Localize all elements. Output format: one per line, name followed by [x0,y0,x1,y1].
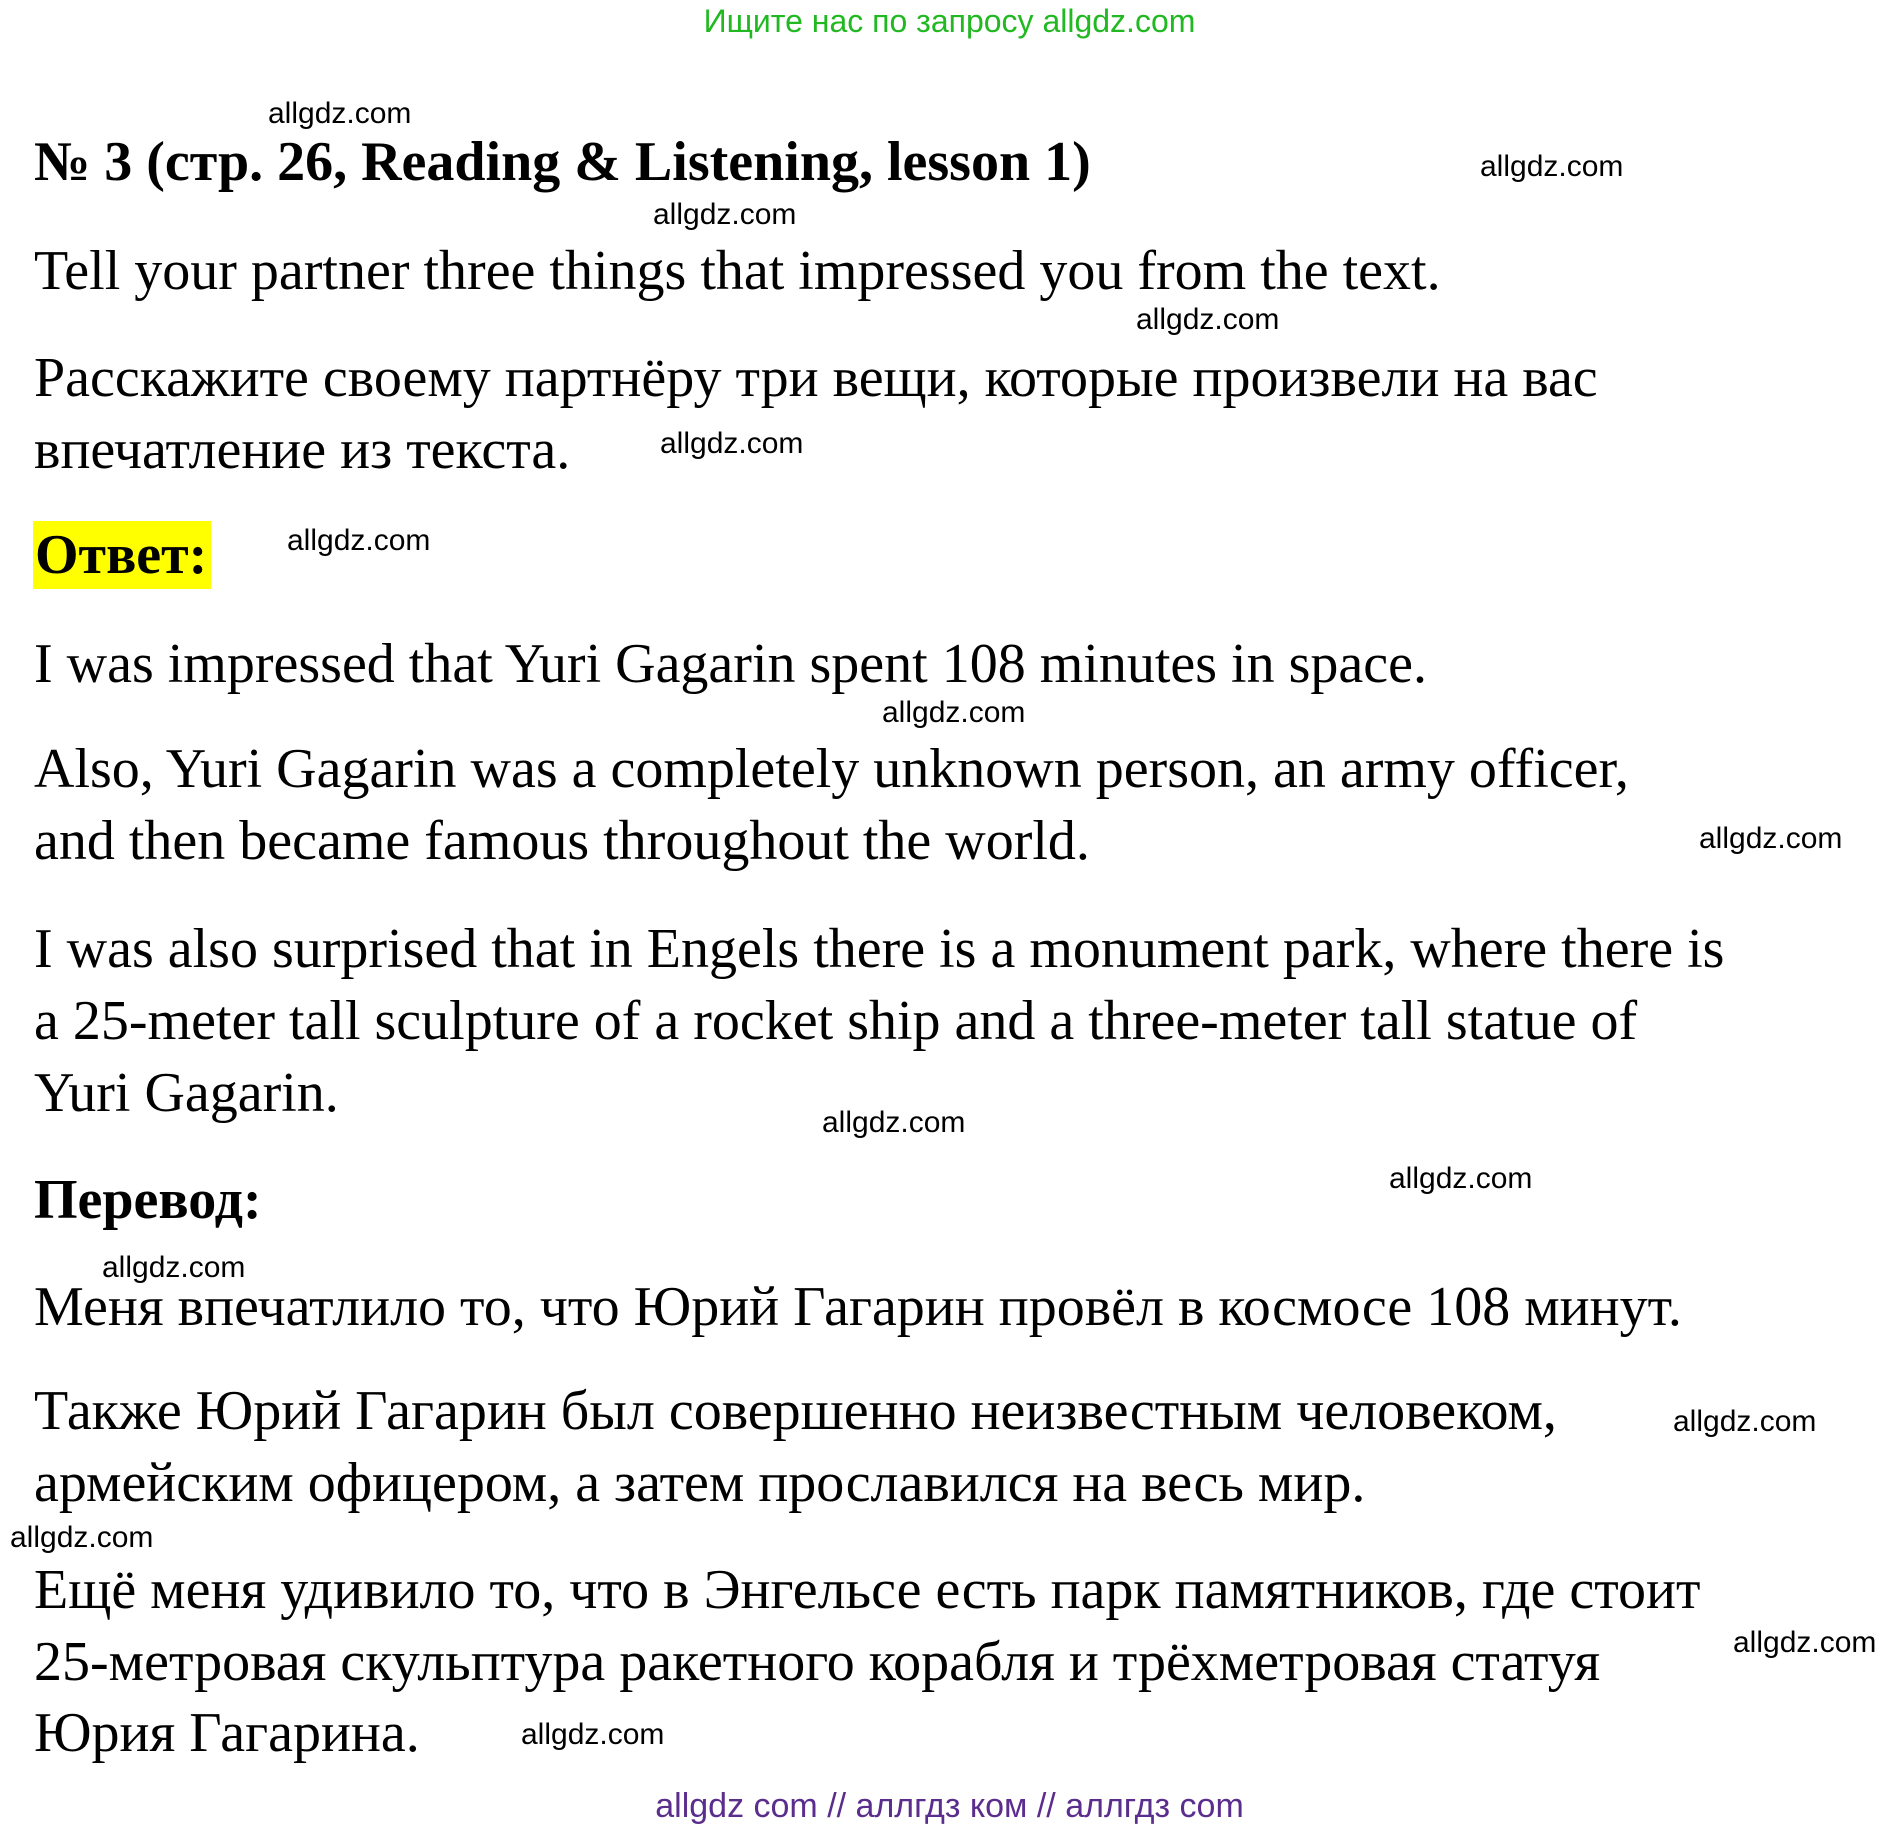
task-russian-line-1: Расскажите своему партнёру три вещи, которые произвели на вас [34,347,1598,409]
watermark: allgdz.com [10,1521,154,1554]
watermark: allgdz.com [660,427,804,460]
answer-paragraph-2-line-1: Also, Yuri Gagarin was a completely unknown person, an army officer, [34,738,1629,800]
translation-paragraph-3-line-1: Ещё меня удивило то, что в Энгельсе есть парк памятников, где стоит [34,1559,1701,1621]
answer-paragraph-3-line-1: I was also surprised that in Engels there is a monument park, where there is [34,918,1725,980]
answer-paragraph-1: I was impressed that Yuri Gagarin spent 108 minutes in space. [34,633,1427,695]
translation-paragraph-2-line-1: Также Юрий Гагарин был совершенно неизвестным человеком, [34,1380,1557,1442]
footer-links: allgdz com // аллгдз ком // аллгдз com [655,1787,1244,1825]
search-banner: Ищите нас по запросу allgdz.com [703,3,1196,39]
watermark: allgdz.com [268,97,412,130]
task-english: Tell your partner three things that impressed you from the text. [34,240,1441,302]
watermark: allgdz.com [653,198,797,231]
watermark: allgdz.com [822,1106,966,1139]
answer-paragraph-2-line-2: and then became famous throughout the world. [34,810,1090,872]
task-russian-line-2: впечатление из текста. [34,419,571,481]
answer-paragraph-3-line-3: Yuri Gagarin. [34,1062,339,1124]
watermark: allgdz.com [102,1251,246,1284]
translation-paragraph-3-line-2: 25-метровая скульптура ракетного корабля и трёхметровая статуя [34,1631,1601,1693]
watermark: allgdz.com [1389,1162,1533,1195]
translation-paragraph-2-line-2: армейским офицером, а затем прославился на весь мир. [34,1452,1366,1514]
watermark: allgdz.com [287,524,431,557]
translation-paragraph-1: Меня впечатлило то, что Юрий Гагарин провёл в космосе 108 минут. [34,1276,1682,1338]
watermark: allgdz.com [1673,1405,1817,1438]
translation-label: Перевод: [34,1169,262,1231]
translation-paragraph-3-line-3: Юрия Гагарина. [34,1702,420,1764]
watermark: allgdz.com [521,1718,665,1751]
exercise-title: № 3 (стр. 26, Reading & Listening, lesson 1) [34,131,1091,193]
watermark: allgdz.com [1136,303,1280,336]
watermark: allgdz.com [1699,822,1843,855]
watermark: allgdz.com [1480,150,1624,183]
watermark: allgdz.com [1733,1626,1877,1659]
answer-label: Ответ: [33,521,211,589]
watermark: allgdz.com [882,696,1026,729]
answer-paragraph-3-line-2: a 25-meter tall sculpture of a rocket ship and a three-meter tall statue of [34,990,1638,1052]
